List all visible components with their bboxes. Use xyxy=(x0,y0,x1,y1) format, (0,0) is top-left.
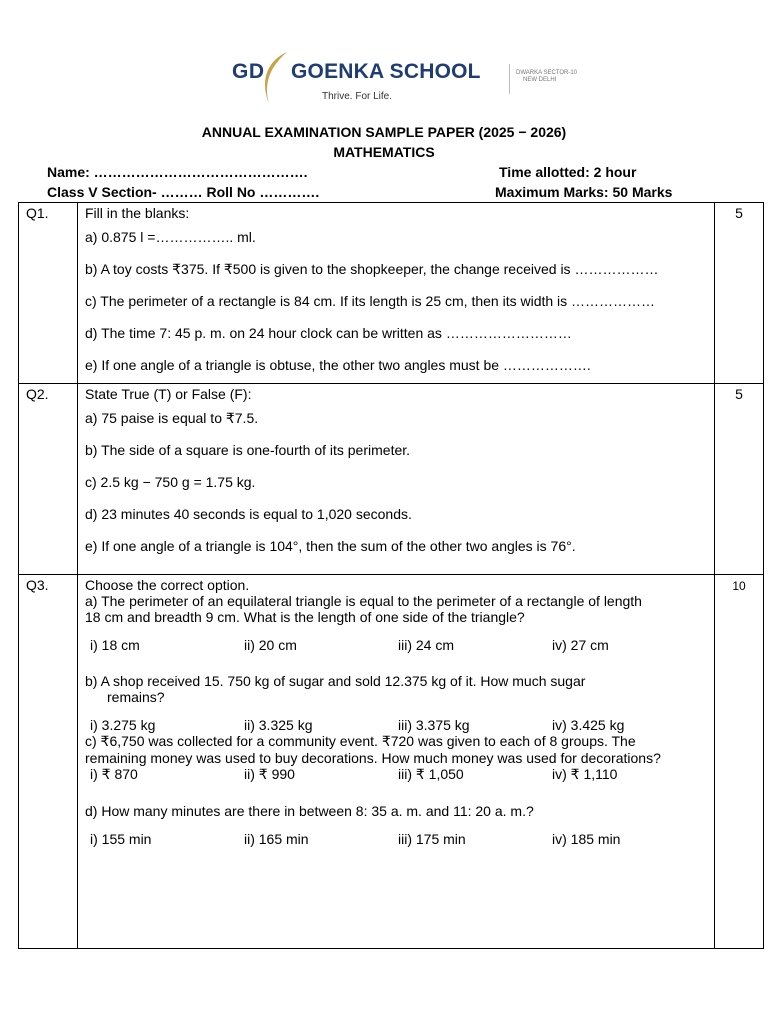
logo-divider xyxy=(509,64,510,94)
maximum-marks: Maximum Marks: 50 Marks xyxy=(495,184,673,200)
exam-title: ANNUAL EXAMINATION SAMPLE PAPER (2025 − 2026) xyxy=(201,124,567,140)
question-number: Q2. xyxy=(19,384,78,575)
logo-school-name: GOENKA SCHOOL xyxy=(291,60,481,83)
option: ii) 165 min xyxy=(244,831,309,847)
question-marks: 10 xyxy=(715,575,764,949)
options-a xyxy=(85,637,707,653)
logo-tagline: Thrive. For Life. xyxy=(322,91,393,102)
option: iv) ₹ 1,110 xyxy=(552,766,618,782)
question-item: e) If one angle of a triangle is obtuse, the other two angles must be ………………. xyxy=(85,357,591,373)
location-line-2: NEW DELHI xyxy=(523,77,557,83)
question-b-line-1: b) A shop received 15. 750 kg of sugar and sold 12.375 kg of it. How much sugar xyxy=(85,673,586,689)
question-body xyxy=(78,203,715,384)
option: iii) ₹ 1,050 xyxy=(398,766,464,782)
question-row-2 xyxy=(19,384,764,575)
question-marks: 5 xyxy=(715,203,764,384)
question-item: b) The side of a square is one-fourth of its perimeter. xyxy=(85,442,411,458)
option: iii) 175 min xyxy=(398,831,466,847)
question-c-line-2: remaining money was used to buy decorations. How much money was used for decorations? xyxy=(85,750,661,766)
option: iii) 24 cm xyxy=(398,637,455,653)
option: i) ₹ 870 xyxy=(90,766,138,782)
question-row-1 xyxy=(19,203,764,384)
question-item: e) If one angle of a triangle is 104°, then the sum of the other two angles is 76°. xyxy=(85,538,576,554)
name-field: Name: ………………………………………. xyxy=(47,164,308,180)
option: iv) 185 min xyxy=(552,831,621,847)
option: iv) 27 cm xyxy=(552,637,609,653)
questions-table xyxy=(18,202,764,949)
question-item: c) The perimeter of a rectangle is 84 cm. If its length is 25 cm, then its width is ……………… xyxy=(85,293,656,309)
question-a-line-2: 18 cm and breadth 9 cm. What is the length of one side of the triangle? xyxy=(85,609,525,625)
logo-location xyxy=(516,70,586,84)
question-item: a) 0.875 l =…………….. ml. xyxy=(85,229,256,245)
options-b xyxy=(85,717,707,733)
question-instruction: State True (T) or False (F): xyxy=(85,386,252,402)
class-section-roll: Class V Section- ……… Roll No …………. xyxy=(47,184,320,200)
question-item: d) 23 minutes 40 seconds is equal to 1,020 seconds. xyxy=(85,506,412,522)
location-line-1: DWARKA SECTOR-10 xyxy=(516,70,578,76)
options-c xyxy=(85,766,707,783)
subject-title: MATHEMATICS xyxy=(333,144,435,160)
question-number: Q3. xyxy=(19,575,78,949)
option: iii) 3.375 kg xyxy=(398,717,470,733)
option: i) 18 cm xyxy=(90,637,140,653)
question-body xyxy=(78,575,715,949)
question-item: a) 75 paise is equal to ₹7.5. xyxy=(85,410,259,426)
option: i) 3.275 kg xyxy=(90,717,156,733)
question-marks: 5 xyxy=(715,384,764,575)
question-instruction: Fill in the blanks: xyxy=(85,205,190,221)
question-item: c) 2.5 kg − 750 g = 1.75 kg. xyxy=(85,474,256,490)
option: ii) 3.325 kg xyxy=(244,717,313,733)
question-number: Q1. xyxy=(19,203,78,384)
options-d xyxy=(85,831,707,847)
question-d-line-1: d) How many minutes are there in between 8: 35 a. m. and 11: 20 a. m.? xyxy=(85,803,534,819)
option: i) 155 min xyxy=(90,831,152,847)
question-c-line-1: c) ₹6,750 was collected for a community event. ₹720 was given to each of 8 groups. The xyxy=(85,733,636,749)
question-row-3 xyxy=(19,575,764,949)
option: ii) 20 cm xyxy=(244,637,297,653)
question-a-line-1: a) The perimeter of an equilateral triangle is equal to the perimeter of a rectangle of length xyxy=(85,593,642,609)
time-allotted: Time allotted: 2 hour xyxy=(499,164,637,180)
question-item: b) A toy costs ₹375. If ₹500 is given to the shopkeeper, the change received is ……………… xyxy=(85,261,659,277)
question-instruction: Choose the correct option. xyxy=(85,577,250,593)
question-b-line-2: remains? xyxy=(107,689,165,705)
option: iv) 3.425 kg xyxy=(552,717,625,733)
option: ii) ₹ 990 xyxy=(244,766,295,782)
logo-gd: GD xyxy=(232,60,265,83)
question-body xyxy=(78,384,715,575)
school-logo xyxy=(0,0,768,110)
question-item: d) The time 7: 45 p. m. on 24 hour clock can be written as ……………………… xyxy=(85,325,572,341)
